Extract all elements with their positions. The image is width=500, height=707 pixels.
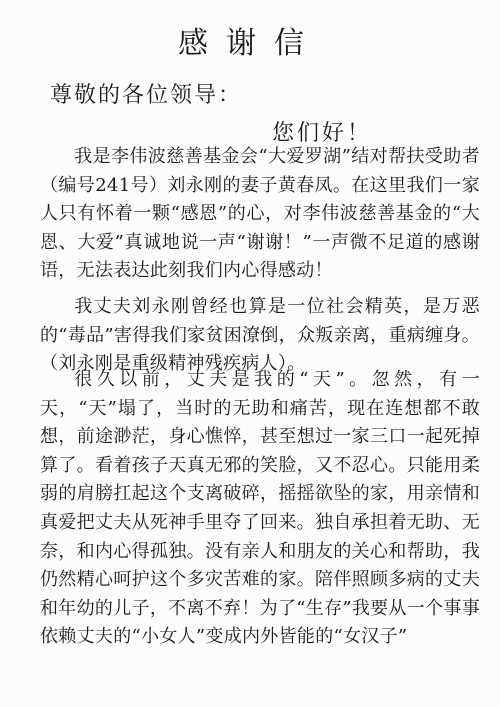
paragraph-husband: 我丈夫刘永刚曾经也算是一位社会精英，是万恶的“毒品”害得我们家贫困潦倒，众叛亲离，重病缠身。（刘永刚是重级精神残疾病人）。 bbox=[40, 296, 480, 375]
paragraph-intro: 我是李伟波慈善基金会“大爱罗湖”结对帮扶受助者（编号241号）刘永刚的妻子黄春凤。在这里我们一家人只有怀着一颗“感恩”的心，对李伟波慈善基金的“大恩、大爱”真诚地说一声“谢谢！”一声微不足道的感谢语，无法表达此刻我们内心得感动！ bbox=[40, 146, 480, 282]
paragraph-story: 很久以前，丈夫是我的“天”。忽然，有一天，“天”塌了，当时的无助和痛苦，现在连想都不敢想，前途渺茫，身心憔悴，甚至想过一家三口一起死掉算了。看着孩子天真无邪的笑脸，又不忍心。只能用柔弱的肩膀扛起这个支离破碎，摇摇欲坠的家，用亲情和真爱把丈夫从死神手里夺了回来。独自承担着无助、无奈，和内心得孤独。没有亲人和朋友的关心和帮助，我仍然精心呵护这个多灾苦难的家。陪伴照顾多病的丈夫和年幼的儿子，不离不弃！为了“生存”我要从一个事事依赖丈夫的“小女人”变成内外皆能的“女汉子” bbox=[40, 369, 480, 648]
greeting: 您们好！ bbox=[272, 121, 373, 146]
letter-title: 感谢信 bbox=[178, 26, 322, 61]
salutation: 尊敬的各位领导： bbox=[50, 83, 243, 108]
